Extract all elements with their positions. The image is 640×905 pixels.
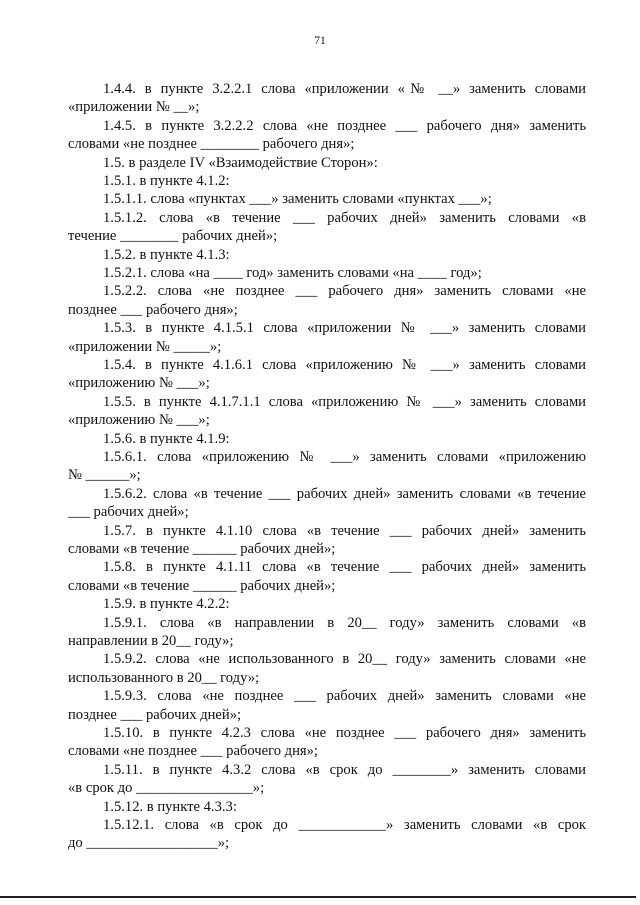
paragraph-line: «приложении № _____»;: [68, 338, 222, 355]
paragraph: [68, 319, 586, 356]
paragraph-line: 1.5.7. в пункте 4.1.10 слова «в течение ___ рабочих дней» заменить: [103, 522, 586, 539]
paragraph-line: 1.5.6. в пункте 4.1.9:: [103, 430, 230, 447]
paragraph-line: направлении в 20__ году»;: [68, 633, 234, 649]
paragraph-line: 1.5.1.2. слова «в течение ___ рабочих дней» заменить словами «в: [103, 209, 586, 226]
paragraph: [68, 356, 586, 393]
paragraph: [68, 816, 586, 853]
paragraph-line: до __________________»;: [68, 835, 230, 852]
paragraph-line: словами «не позднее ___ рабочего дня»;: [68, 743, 318, 760]
paragraph-line: словами «не позднее ________ рабочего дня»;: [68, 136, 355, 153]
paragraph: [68, 282, 586, 319]
paragraph: [68, 80, 586, 117]
paragraph-line: 1.5.5. в пункте 4.1.7.1.1 слова «приложению № ___» заменить словами: [103, 393, 586, 410]
paragraph: [68, 761, 586, 798]
paragraph: [68, 650, 586, 687]
paragraph: [68, 246, 586, 264]
paragraph-line: 1.5.8. в пункте 4.1.11 слова «в течение ___ рабочих дней» заменить: [103, 559, 586, 576]
paragraph-line: позднее ___ рабочего дня»;: [68, 301, 238, 318]
paragraph-line: «приложению № ___»;: [68, 412, 210, 429]
paragraph-line: 1.5.6.1. слова «приложению № ___» заменить словами «приложению: [103, 449, 586, 465]
paragraph-line: «в срок до ________________»;: [68, 780, 265, 797]
paragraph-line: 1.5.9. в пункте 4.2.2:: [103, 596, 230, 613]
paragraph-line: использованного в 20__ году»;: [68, 669, 260, 686]
paragraph-line: 1.5. в разделе IV «Взаимодействие Сторон»:: [103, 154, 378, 171]
paragraph-line: 1.5.4. в пункте 4.1.6.1 слова «приложению № ___» заменить словами: [103, 357, 586, 373]
paragraph: [68, 172, 586, 190]
paragraph-line: 1.4.5. в пункте 3.2.2.2 слова «не позднее ___ рабочего дня» заменить: [103, 117, 586, 134]
paragraph: [68, 190, 586, 208]
bottom-rule: [0, 896, 636, 898]
paragraph-line: 1.5.9.3. слова «не позднее ___ рабочих дней» заменить словами «не: [103, 688, 586, 705]
page-number: 71: [314, 35, 326, 47]
paragraph: [68, 595, 586, 613]
paragraph: [68, 264, 586, 282]
paragraph-line: «приложении № __»;: [68, 99, 200, 116]
paragraph-line: 1.5.1. в пункте 4.1.2:: [103, 173, 230, 189]
paragraph-line: 1.4.4. в пункте 3.2.2.1 слова «приложении «№ __» заменить словами: [103, 81, 586, 97]
paragraph-line: течение ________ рабочих дней»;: [68, 228, 278, 245]
paragraph: [68, 614, 586, 651]
paragraph-line: словами «в течение ______ рабочих дней»;: [68, 577, 336, 594]
paragraph-line: «приложению № ___»;: [68, 375, 210, 392]
paragraph-line: 1.5.12. в пункте 4.3.3:: [103, 798, 237, 815]
paragraph: [68, 522, 586, 559]
paragraph: [68, 724, 586, 761]
paragraph: [68, 448, 586, 485]
paragraph: [68, 485, 586, 522]
paragraph-line: позднее ___ рабочих дней»;: [68, 706, 242, 723]
paragraph-line: ___ рабочих дней»;: [68, 504, 189, 521]
paragraph-line: № ______»;: [68, 467, 141, 484]
paragraph: [68, 117, 586, 154]
paragraph-line: 1.5.2.1. слова «на ____ год» заменить словами «на ____ год»;: [103, 265, 482, 281]
paragraph: [68, 687, 586, 724]
paragraph-line: 1.5.3. в пункте 4.1.5.1 слова «приложении № ___» заменить словами: [103, 320, 586, 337]
paragraph: [68, 209, 586, 246]
paragraph-line: 1.5.1.1. слова «пунктах ___» заменить словами «пунктах ___»;: [103, 191, 492, 208]
paragraph: [68, 798, 586, 816]
paragraph-line: 1.5.2. в пункте 4.1.3:: [103, 246, 230, 263]
paragraph: [68, 393, 586, 430]
paragraph: [68, 430, 586, 448]
paragraph: [68, 154, 586, 172]
paragraph-line: 1.5.10. в пункте 4.2.3 слова «не позднее ___ рабочего дня» заменить: [103, 725, 586, 741]
paragraph-line: 1.5.9.1. слова «в направлении в 20__ году» заменить словами «в: [103, 614, 586, 631]
paragraph: [68, 558, 586, 595]
paragraph-line: 1.5.2.2. слова «не позднее ___ рабочего дня» заменить словами «не: [103, 283, 586, 300]
paragraph-line: 1.5.12.1. слова «в срок до ____________» заменить словами «в срок: [103, 817, 586, 833]
paragraph-line: словами «в течение ______ рабочих дней»;: [68, 541, 336, 557]
paragraph-line: 1.5.11. в пункте 4.3.2 слова «в срок до ________» заменить словами: [103, 761, 586, 778]
paragraph-line: 1.5.9.2. слова «не использованного в 20__ году» заменить словами «не: [103, 651, 586, 668]
paragraph-line: 1.5.6.2. слова «в течение ___ рабочих дней» заменить словами «в течение: [103, 485, 586, 502]
